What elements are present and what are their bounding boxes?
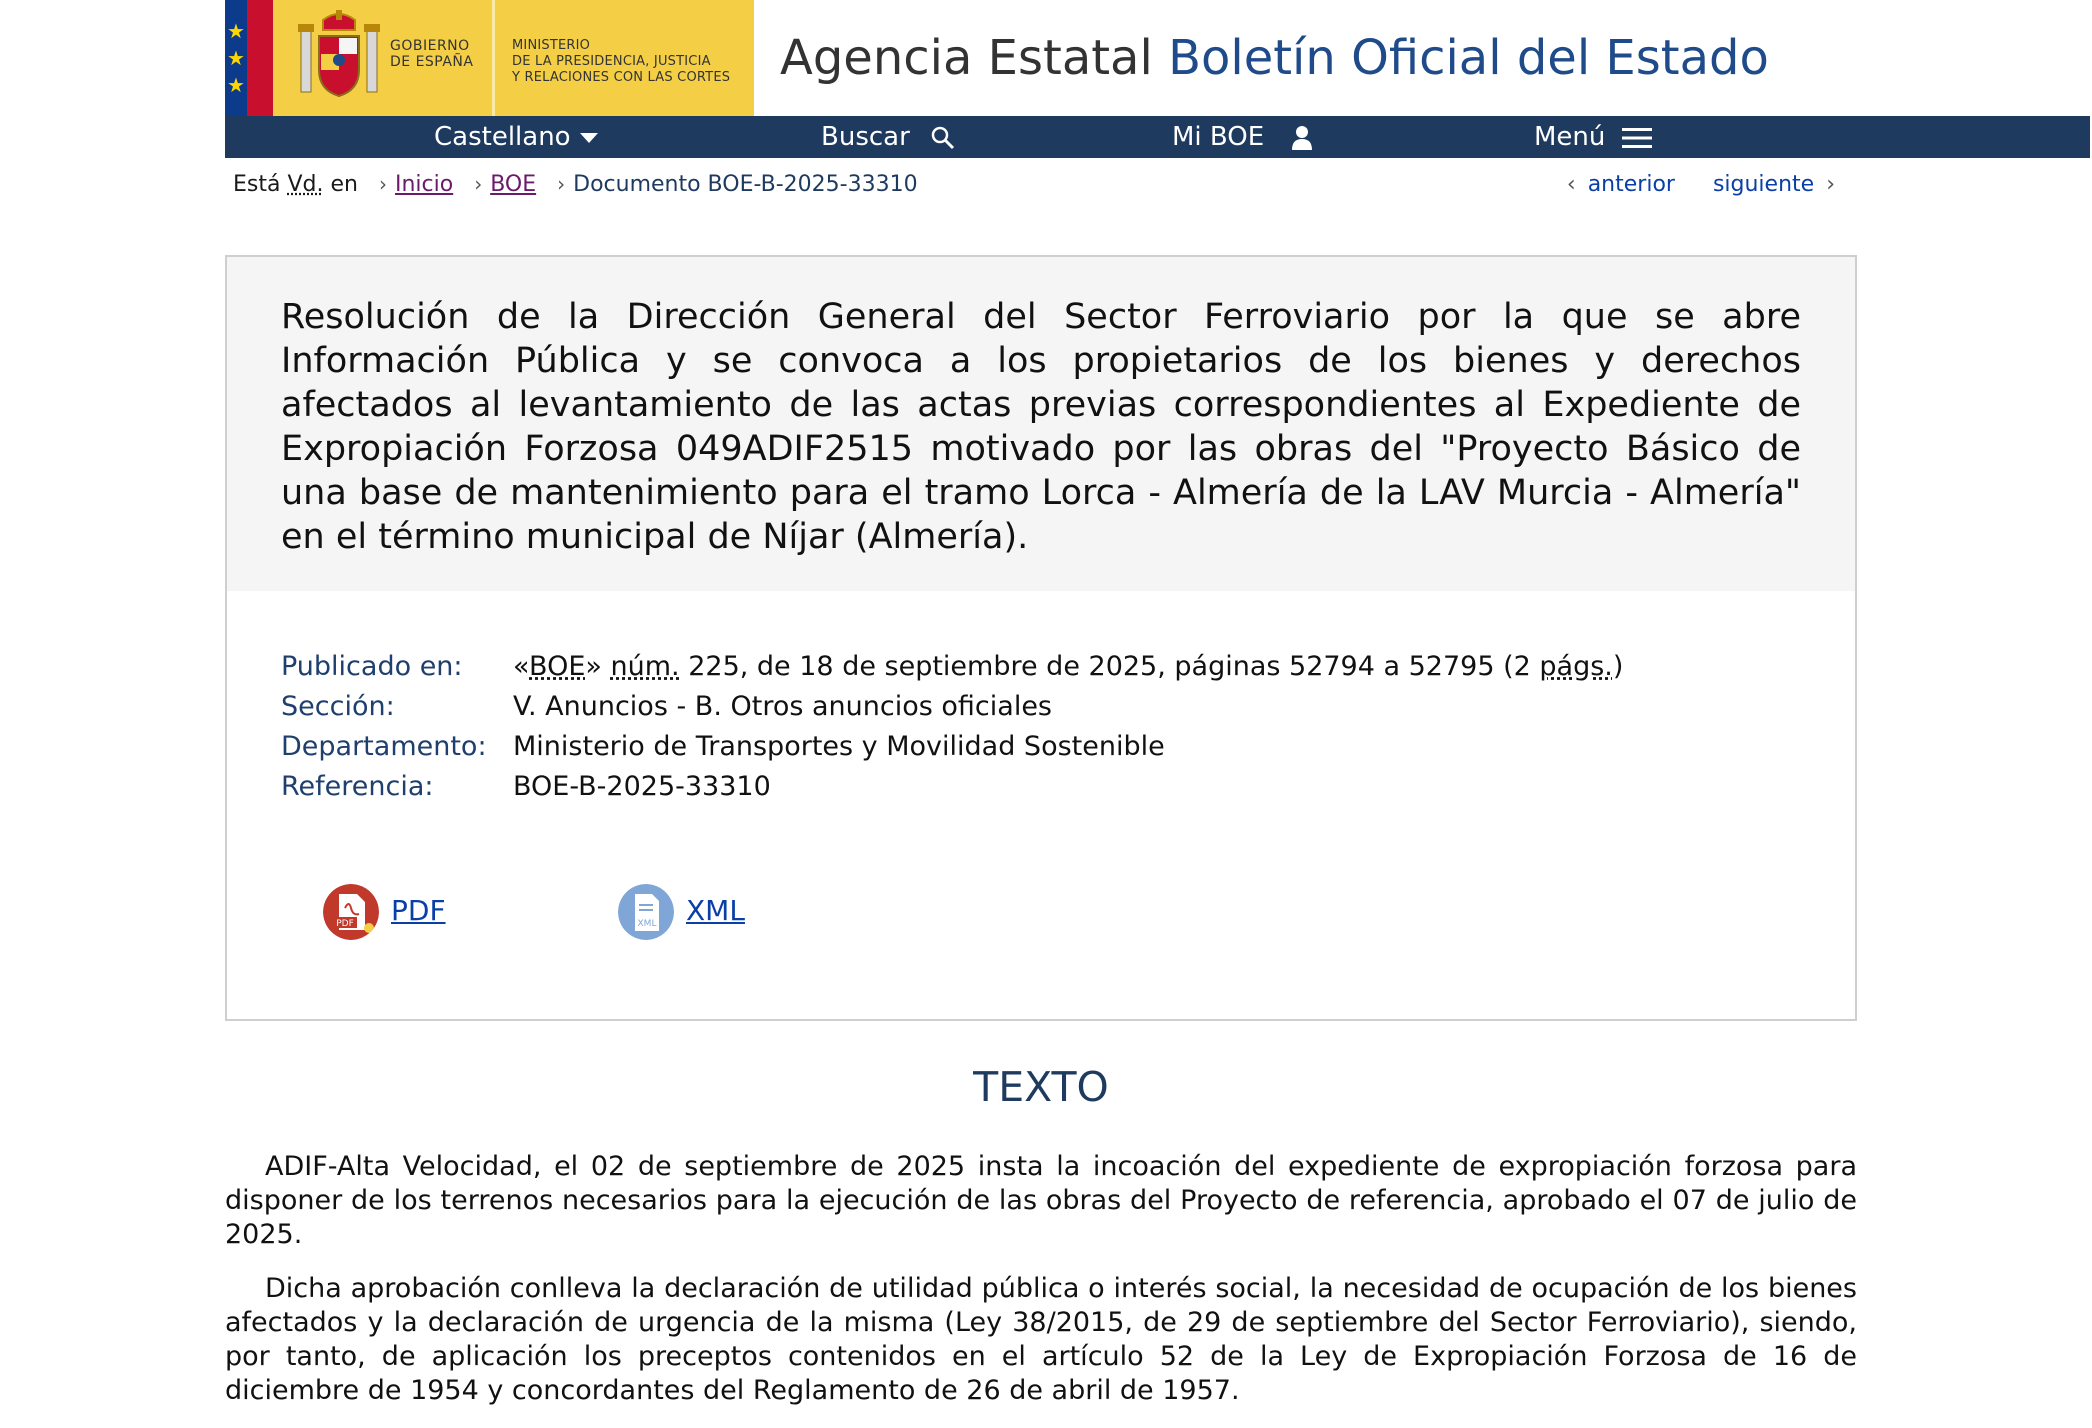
- document-title-box: [225, 255, 1857, 593]
- agency-prefix: Agencia Estatal: [780, 30, 1169, 86]
- gobierno-line-1: GOBIERNO: [390, 38, 470, 54]
- user-icon: [1290, 125, 1314, 151]
- pdf-link[interactable]: PDF: [391, 894, 446, 927]
- eu-stars-icon: ★ ★ ★: [227, 19, 245, 97]
- document-pager: [1555, 172, 1847, 197]
- breadcrumb-prefix: Está: [233, 172, 288, 197]
- meta-department-value: Ministerio de Transportes y Movilidad Sostenible: [513, 731, 1165, 762]
- published-pags-abbr: págs.: [1539, 651, 1613, 682]
- breadcrumb-current: Documento BOE-B-2025-33310: [573, 172, 918, 197]
- menu-label: Menú: [1534, 122, 1606, 152]
- site-header: [225, 0, 1857, 116]
- breadcrumb-abbr: Vd.: [287, 172, 324, 197]
- government-logo[interactable]: [225, 0, 754, 116]
- document-title: Resolución de la Dirección General del Sector Ferroviario por la que se abre Información Pública y se convoca a los propietarios de los bienes y derechos afectados al levantamiento de las actas previas correspondientes al Expediente de Expropiación Forzosa 049ADIF2515 motivado por las obras del "Proyecto Básico de una base de mantenimiento para el tramo Lorca - Almería de la LAV Murcia - Almería" en el término municipal de Níjar (Almería).: [281, 297, 1801, 557]
- hamburger-icon: [1622, 127, 1652, 149]
- next-document-link[interactable]: siguiente: [1712, 172, 1815, 197]
- xml-file-icon: [618, 884, 674, 940]
- meta-department-label: Departamento:: [281, 731, 487, 762]
- meta-published-label: Publicado en:: [281, 651, 463, 682]
- mi-boe-label: Mi BOE: [1172, 122, 1265, 152]
- menu-button[interactable]: [1534, 116, 1652, 158]
- texto-paragraph-1: ADIF-Alta Velocidad, el 02 de septiembre de 2025 insta la incoación del expediente de expropiación forzosa para disponer de los terrenos necesarios para la ejecución de las obras del Proyecto de referencia, aprobado el 07 de julio de 2025.: [225, 1151, 1857, 1250]
- breadcrumb: [233, 172, 918, 197]
- pdf-icon-text: PDF: [336, 919, 354, 929]
- ministerio-label: [512, 38, 730, 86]
- published-part: «: [513, 651, 530, 682]
- language-selector[interactable]: [434, 116, 599, 158]
- published-boe-abbr: BOE: [529, 651, 586, 682]
- search-nav-button[interactable]: [821, 116, 956, 158]
- xml-icon-text: XML: [637, 919, 657, 929]
- agency-name: Boletín Oficial del Estado: [1168, 30, 1769, 86]
- texto-heading: TEXTO: [973, 1063, 1109, 1111]
- ministerio-line-1: MINISTERIO: [512, 38, 591, 53]
- breadcrumb-prefix-end: en: [323, 172, 358, 197]
- gobierno-line-2: DE ESPAÑA: [390, 54, 474, 70]
- ministerio-line-2: DE LA PRESIDENCIA, JUSTICIA: [512, 54, 711, 69]
- search-icon: [930, 125, 956, 151]
- meta-section-label: Sección:: [281, 691, 395, 722]
- logo-divider: [492, 0, 495, 116]
- chevron-right-icon: ›: [378, 172, 387, 196]
- meta-reference-value: BOE-B-2025-33310: [513, 771, 771, 802]
- published-part: 225, de 18 de septiembre de 2025, páginas 52794 a 52795 (2: [679, 651, 1540, 682]
- mi-boe-button[interactable]: [1172, 116, 1314, 158]
- breadcrumb-boe-link[interactable]: BOE: [490, 172, 537, 197]
- page: [225, 0, 1857, 1428]
- meta-reference-label: Referencia:: [281, 771, 434, 802]
- chevron-left-icon: ‹: [1566, 172, 1576, 197]
- agency-title[interactable]: [780, 30, 1769, 86]
- coat-of-arms-icon: [293, 10, 385, 106]
- language-label: Castellano: [434, 122, 571, 152]
- chevron-right-icon: ›: [557, 172, 566, 196]
- published-part: »: [585, 651, 611, 682]
- xml-link[interactable]: XML: [686, 894, 745, 927]
- texto-paragraph-2: Dicha aprobación conlleva la declaración de utilidad pública o interés social, la necesidad de ocupación de los bienes afectados y la declaración de urgencia de la misma (Ley 38/2015, de 29 de septiembre del Sector Ferroviario), siendo, por tanto, de aplicación los preceptos contenidos en el artículo 52 de la Ley de Expropiación Forzosa de 16 de diciembre de 1954 y concordantes del Reglamento de 26 de abril de 1957.: [225, 1273, 1857, 1406]
- published-part: ): [1612, 651, 1624, 682]
- chevron-right-icon: ›: [474, 172, 483, 196]
- search-label: Buscar: [821, 122, 910, 152]
- previous-document-link[interactable]: anterior: [1587, 172, 1675, 197]
- meta-published-value: [513, 651, 1623, 682]
- caret-down-icon: [579, 131, 599, 145]
- breadcrumb-home-link[interactable]: Inicio: [394, 172, 454, 197]
- meta-section-value: V. Anuncios - B. Otros anuncios oficiales: [513, 691, 1052, 722]
- gobierno-de-espana-label: [390, 38, 473, 70]
- pdf-file-icon: [323, 884, 379, 940]
- ministerio-line-3: Y RELACIONES CON LAS CORTES: [512, 70, 731, 85]
- chevron-right-icon: ›: [1826, 172, 1835, 197]
- published-num-abbr: núm.: [610, 651, 680, 682]
- main-nav: [225, 116, 2090, 158]
- document-metadata: [225, 591, 1857, 1021]
